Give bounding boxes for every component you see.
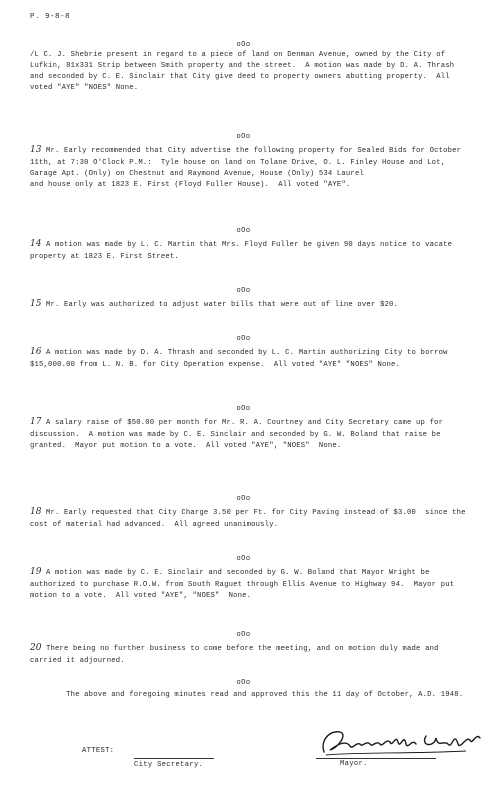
separator: oOo	[236, 631, 251, 639]
item-number: 14	[30, 239, 42, 249]
paragraph-row-purchase	[30, 566, 470, 602]
paragraph-text: /L C. J. Shebrie present in regard to a piece of land on Denman Avenue, owned by the City of Lufkin, 81x331 Strip between Smith property and the street. A motion was made by D. A. Thrash and seconded by C. E. Sinclair that City give deed to property owners abutting property. All voted "AYE" "NOES" None.	[30, 51, 459, 93]
item-number: 20	[30, 643, 42, 653]
paragraph-land-deed	[30, 50, 470, 95]
mayor-signature-line	[316, 758, 436, 759]
item-number: 15	[30, 299, 42, 309]
separator: oOo	[236, 133, 251, 141]
separator: oOo	[236, 287, 251, 295]
separator: oOo	[236, 495, 251, 503]
paragraph-text: A motion was made by L. C. Martin that Mrs. Floyd Fuller be given 90 days notice to vacate property at 1823 E. First Street.	[30, 241, 457, 261]
mayor-signature	[316, 722, 486, 762]
paragraph-paving-charge	[30, 506, 470, 531]
paragraph-text: The above and foregoing minutes read and approved this the 11 day of October, A.D. 1948.	[30, 691, 464, 699]
paragraph-salary-raise	[30, 416, 470, 452]
paragraph-water-bills	[30, 298, 470, 312]
mayor-label: Mayor.	[340, 760, 368, 768]
separator: oOo	[236, 227, 251, 235]
page-number: P. 9-8-8	[30, 13, 71, 21]
item-number: 16	[30, 347, 42, 357]
attest-label: ATTEST:	[82, 747, 115, 755]
signature-block	[0, 722, 487, 782]
separator: oOo	[236, 679, 251, 687]
city-secretary-label: City Secretary.	[134, 758, 214, 771]
separator: oOo	[236, 405, 251, 413]
paragraph-text: A motion was made by D. A. Thrash and seconded by L. C. Martin authorizing City to borrow $15,000.00 from L. N. B. for City Operation expense. All voted "AYE" "NOES" None.	[30, 349, 453, 369]
paragraph-text: Mr. Early requested that City Charge 3.50 per Ft. for City Paving instead of $3.00 since the cost of material had advanced. All agreed unanimously.	[30, 509, 471, 529]
item-number: 17	[30, 417, 42, 427]
paragraph-borrow	[30, 346, 470, 371]
item-number: 19	[30, 567, 42, 577]
paragraph-text: There being no further business to come before the meeting, and on motion duly made and carried it adjourned.	[30, 645, 444, 665]
paragraph-sealed-bids	[30, 144, 470, 191]
paragraph-approval	[30, 690, 470, 701]
paragraph-text: A motion was made by C. E. Sinclair and seconded by G. W. Boland that Mayor Wright be authorized to purchase R.O.W. from South Raguet through Ellis Avenue to Highway 94. Mayor put motion to a vote. All voted "AYE", "NOES" None.	[30, 569, 459, 601]
separator: oOo	[236, 555, 251, 563]
separator: oOo	[236, 335, 251, 343]
paragraph-text: Mr. Early was authorized to adjust water bills that were out of line over $20.	[41, 301, 398, 309]
paragraph-adjourn	[30, 642, 470, 667]
item-number: 13	[30, 145, 42, 155]
paragraph-text: Mr. Early recommended that City advertise the following property for Sealed Bids for October 11th, at 7:30 O'Clock P.M.: Tyle house on land on Tolane Drive, O. L. Finley House and Lot, Garage Apt. (Only) on Chestnut and Raymond Avenue, House (Only) 534 Laurel and house only at 1823 E. First (Floyd Fuller House). All voted "AYE".	[30, 147, 462, 190]
paragraph-text: A salary raise of $50.00 per month for Mr. R. A. Courtney and City Secretary came up for discussion. A motion was made by C. E. Sinclair and seconded by G. W. Boland that raise be granted. Mayor put motion to a vote. All voted "AYE", "NOES" None.	[30, 419, 448, 451]
separator: oOo	[236, 41, 251, 49]
paragraph-vacate-notice	[30, 238, 470, 263]
item-number: 18	[30, 507, 42, 517]
